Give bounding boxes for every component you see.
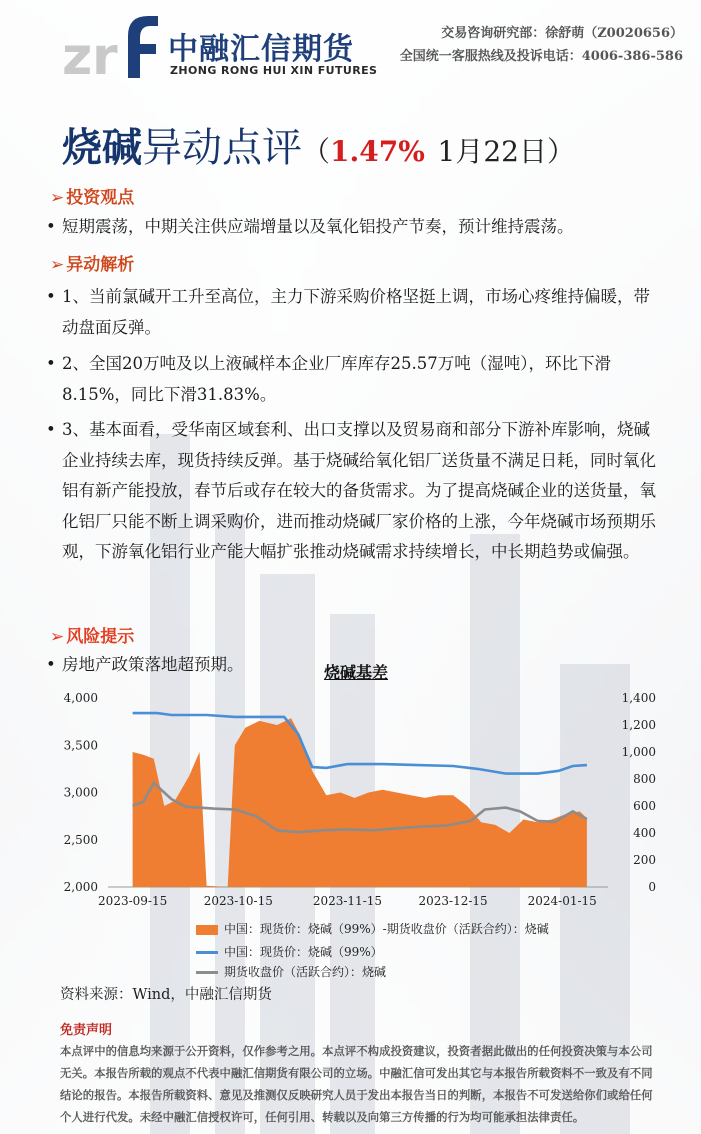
arrow-icon: ➢ — [50, 627, 65, 647]
svg-text:r: r — [92, 27, 118, 87]
y-right-tick-label: 400 — [633, 826, 656, 840]
bullet-icon: • — [46, 354, 56, 373]
y-left-tick-label: 2,000 — [63, 880, 98, 894]
legend-item-futures: 期货收盘价（活跃合约）：烧碱 — [196, 963, 386, 980]
analysis-item: • 3、基本面看，受华南区域套利、出口支撑以及贸易商和部分下游补库影响，烧碱企业持续去库，现货持续反弹。基于烧碱给氧化铝厂送货量不满足日耗，同时氧化铝有新产能投放，春节后或存在较大的备货需求。为了提高烧碱企业的送货量，氧化铝厂只能不断上调采购价，进而推动烧碱厂家价格的上涨，今年烧碱市场预期乐观，下游氧化铝行业产能大幅扩张推动烧碱需求持续增长，中长期趋势或偏强。 — [46, 415, 661, 568]
bullet-icon: • — [46, 655, 56, 674]
basis-chart — [56, 682, 656, 912]
company-name-cn: 中融汇信期货 — [168, 32, 354, 67]
x-tick-label: 2023-09-15 — [98, 894, 168, 908]
research-contact: 交易咨询研究部：徐舒萌（Z0020656） — [441, 26, 683, 41]
disclaimer-text: 本点评中的信息均来源于公开资料，仅作参考之用。本点评不构成投资建议，投资者据此做出的任何投资决策与本公司无关。本报告所载的观点不代表中融汇信期货有限公司的立场。中融汇信可发出其它与本报告所载资料不一致及有不同结论的报告。本报告所载资料、意见及推测仅反映研究人员于发出本报告当日的判断，本报告不可发送给你们或给任何个人进行代发。未经中融汇信授权许可，任何引用、转载以及向第三方传播的行为均可能承担法律责任。 — [60, 1044, 653, 1124]
y-right-tick-label: 800 — [633, 772, 656, 786]
y-right-tick-label: 1,200 — [621, 718, 656, 732]
company-logo — [62, 14, 162, 87]
bullet-icon: • — [46, 420, 56, 439]
title-close-paren: ） — [547, 135, 576, 168]
y-left-tick-label: 3,500 — [63, 738, 98, 753]
company-name-en: ZHONG RONG HUI XIN FUTURES — [170, 64, 378, 77]
analysis-heading: ➢ 异动解析 — [50, 255, 135, 275]
risk-item: • 房地产政策落地超预期。 — [46, 650, 286, 681]
x-tick-label: 2023-12-15 — [418, 894, 488, 908]
x-tick-label: 2023-10-15 — [203, 894, 273, 908]
bullet-icon: • — [46, 287, 56, 306]
x-tick-label: 2023-11-15 — [312, 894, 383, 908]
title-product: 烧碱 — [62, 124, 142, 171]
legend-swatch — [196, 925, 218, 935]
legend-item-spot: 中国：现货价：烧碱（99%） — [196, 943, 383, 960]
analysis-item: • 2、全国20万吨及以上液碱样本企业厂库库存25.57万吨（湿吨），环比下滑8.15%，同比下滑31.83%。 — [46, 349, 661, 410]
y-right-tick-label: 600 — [633, 799, 656, 813]
arrow-icon: ➢ — [50, 255, 65, 275]
data-source: 资料来源：Wind，中融汇信期货 — [60, 987, 272, 1003]
y-right-tick-label: 0 — [648, 880, 656, 894]
y-left-tick-label: 2,500 — [63, 832, 98, 847]
legend-swatch — [196, 951, 218, 954]
bullet-icon: • — [46, 217, 56, 236]
y-right-tick-label: 1,000 — [621, 745, 656, 759]
title-date: 1月22日 — [437, 135, 547, 168]
investment-view-heading: ➢ 投资观点 — [50, 188, 135, 208]
legend-swatch — [196, 971, 218, 974]
page-title — [62, 116, 575, 173]
disclaimer-heading: 免责声明 — [60, 1023, 113, 1038]
title-type: 异动点评 — [142, 125, 302, 171]
title-percent-change: 1.47% — [330, 135, 425, 168]
analysis-item: • 1、当前氯碱开工升至高位，主力下游采购价格坚挺上调，市场心疼维持偏暖，带动盘面反弹。 — [46, 282, 661, 343]
arrow-icon: ➢ — [50, 188, 65, 208]
y-right-tick-label: 1,400 — [621, 691, 656, 705]
legend-item-basis: 中国：现货价：烧碱（99%）-期货收盘价（活跃合约）：烧碱 — [196, 920, 549, 937]
investment-view-item: • 短期震荡，中期关注供应端增量以及氧化铝投产节奏，预计维持震荡。 — [46, 212, 661, 243]
title-open-paren: （ — [302, 135, 331, 168]
x-tick-label: 2024-01-15 — [527, 894, 597, 908]
y-left-tick-label: 4,000 — [63, 691, 98, 705]
svg-text:z: z — [62, 27, 93, 87]
chart-title: 烧碱基差 — [324, 663, 389, 682]
y-left-tick-label: 3,000 — [63, 785, 98, 800]
risk-heading: ➢ 风险提示 — [50, 627, 135, 647]
y-right-tick-label: 200 — [633, 853, 656, 867]
series-line-spot — [133, 713, 587, 774]
series-area-basis — [133, 718, 587, 887]
hotline-contact: 全国统一客服热线及投诉电话：4006-386-586 — [399, 49, 683, 64]
